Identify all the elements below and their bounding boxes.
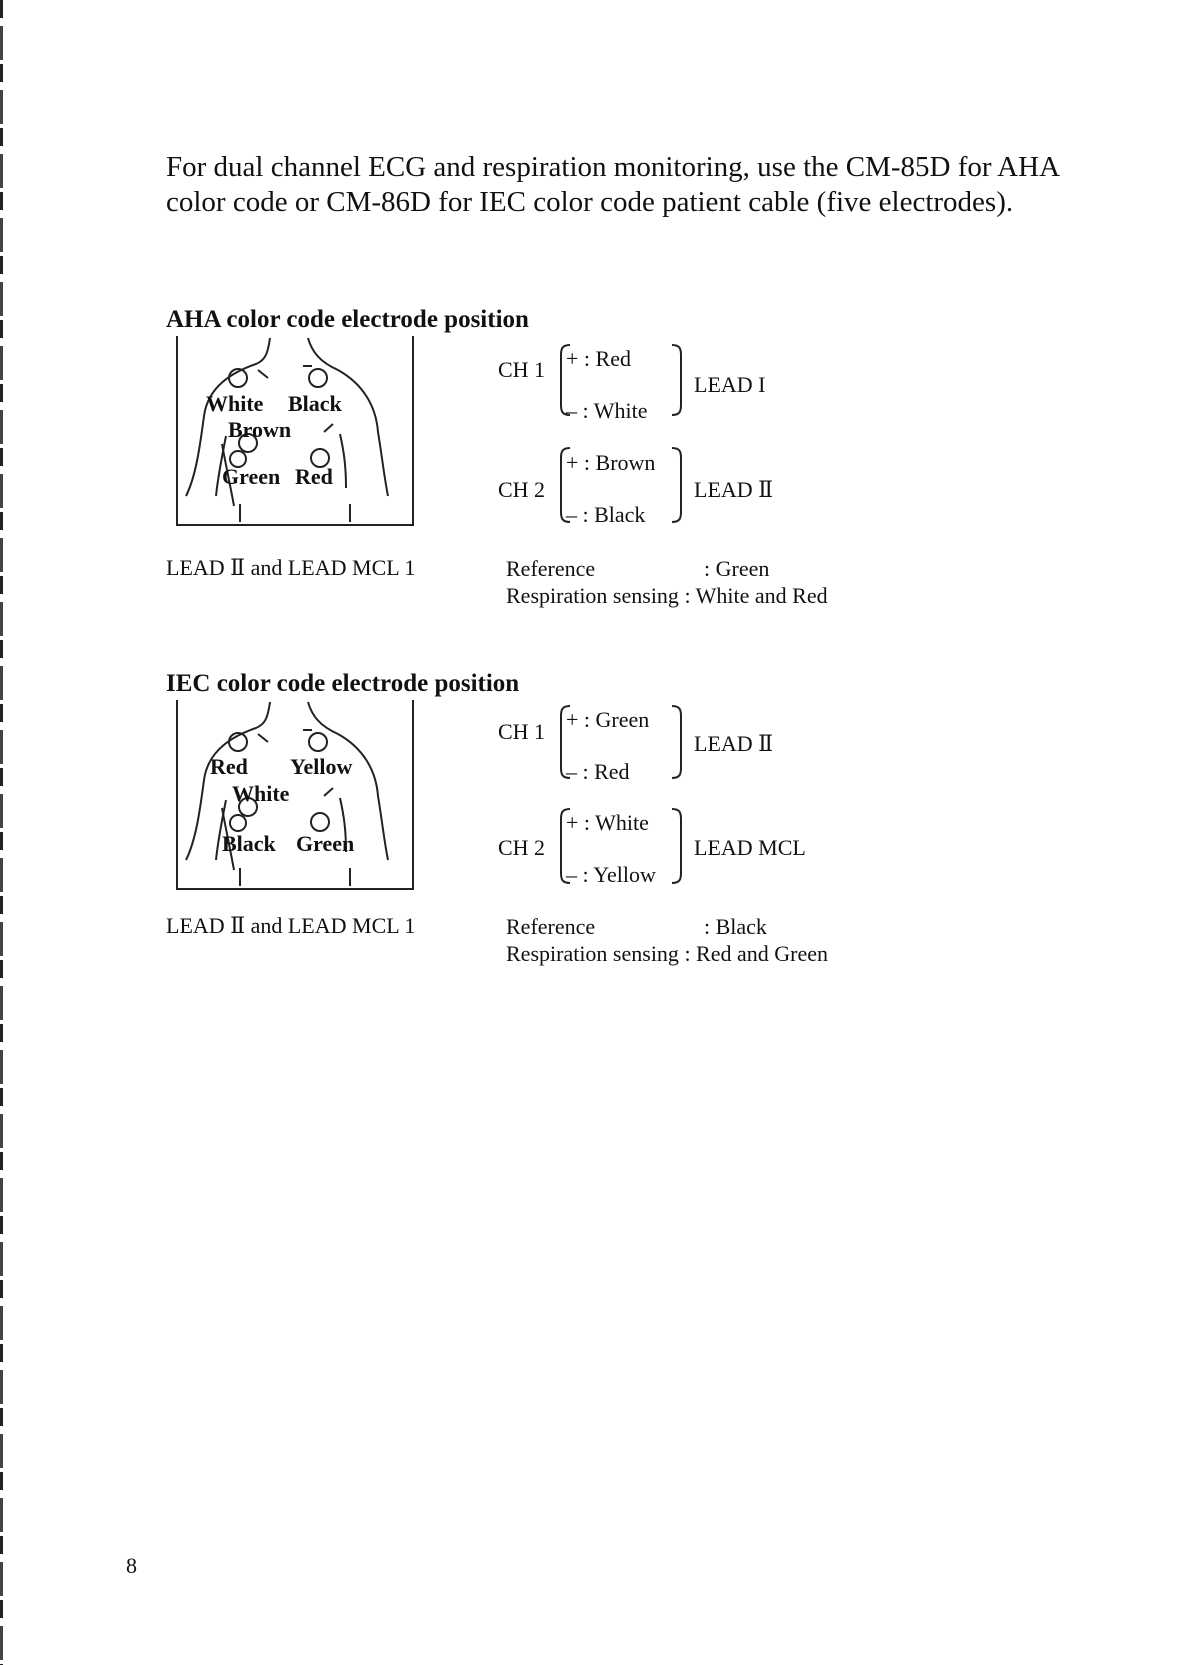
reference-label: Reference xyxy=(506,914,596,939)
aha-ch2-minus: – : Black xyxy=(566,502,646,527)
respiration-value: : White and Red xyxy=(684,583,828,608)
aha-ch2-plus: + : Brown xyxy=(566,450,656,475)
electrode-label-left-lower: Green xyxy=(222,464,281,489)
iec-torso-figure xyxy=(176,700,414,890)
aha-reference-block xyxy=(506,555,828,609)
torso-outline-icon xyxy=(178,336,412,524)
iec-heading: IEC color code electrode position xyxy=(166,670,520,697)
aha-torso-figure xyxy=(176,336,414,526)
iec-ch2-minus: – : Yellow xyxy=(566,862,656,887)
intro-paragraph: For dual channel ECG and respiration monitoring, use the CM-85D for AHA color code or CM-86D for IEC color code patient cable (five electrodes). xyxy=(166,151,1059,218)
electrode-label-left-lower: Black xyxy=(222,831,276,856)
iec-ch2-lead: LEAD MCL xyxy=(694,835,806,860)
right-bracket-icon xyxy=(670,704,684,780)
aha-ch1-minus: – : White xyxy=(566,398,648,423)
reference-value: : Black xyxy=(704,914,767,939)
electrode-label-center: Brown xyxy=(228,417,292,442)
respiration-label: Respiration sensing xyxy=(506,941,679,966)
scan-edge-artifact xyxy=(0,0,3,1665)
aha-caption: LEAD Ⅱ and LEAD MCL 1 xyxy=(166,555,416,580)
iec-ch2-label: CH 2 xyxy=(498,835,546,860)
reference-label: Reference xyxy=(506,556,596,581)
right-bracket-icon xyxy=(670,446,684,524)
electrode-label-center: White xyxy=(232,781,290,806)
iec-ch1-label: CH 1 xyxy=(498,719,546,744)
aha-ch1-label: CH 1 xyxy=(498,357,546,382)
aha-ch1-lead: LEAD I xyxy=(694,372,766,397)
respiration-value: : Red and Green xyxy=(684,941,828,966)
respiration-label: Respiration sensing xyxy=(506,583,679,608)
electrode-label-right-shoulder: White xyxy=(206,391,264,416)
electrode-label-right-lower: Green xyxy=(296,831,355,856)
electrode-label-right-shoulder: Red xyxy=(210,754,248,779)
iec-ch2-plus: + : White xyxy=(566,810,649,835)
aha-ch1-plus: + : Red xyxy=(566,346,631,371)
right-bracket-icon xyxy=(670,807,684,885)
iec-ch1-minus: – : Red xyxy=(566,759,630,784)
aha-ch2-label: CH 2 xyxy=(498,477,546,502)
iec-reference-block xyxy=(506,913,828,967)
electrode-label-left-shoulder: Black xyxy=(288,391,342,416)
right-bracket-icon xyxy=(670,343,684,417)
reference-value: : Green xyxy=(704,556,770,581)
iec-ch1-plus: + : Green xyxy=(566,707,650,732)
torso-outline-icon xyxy=(178,700,412,888)
electrode-label-left-shoulder: Yellow xyxy=(290,754,353,779)
aha-heading: AHA color code electrode position xyxy=(166,306,529,333)
electrode-label-right-lower: Red xyxy=(295,464,333,489)
aha-ch2-lead: LEAD Ⅱ xyxy=(694,477,774,502)
iec-ch1-lead: LEAD Ⅱ xyxy=(694,731,774,756)
iec-caption: LEAD Ⅱ and LEAD MCL 1 xyxy=(166,913,416,938)
page-number: 8 xyxy=(126,1553,137,1578)
